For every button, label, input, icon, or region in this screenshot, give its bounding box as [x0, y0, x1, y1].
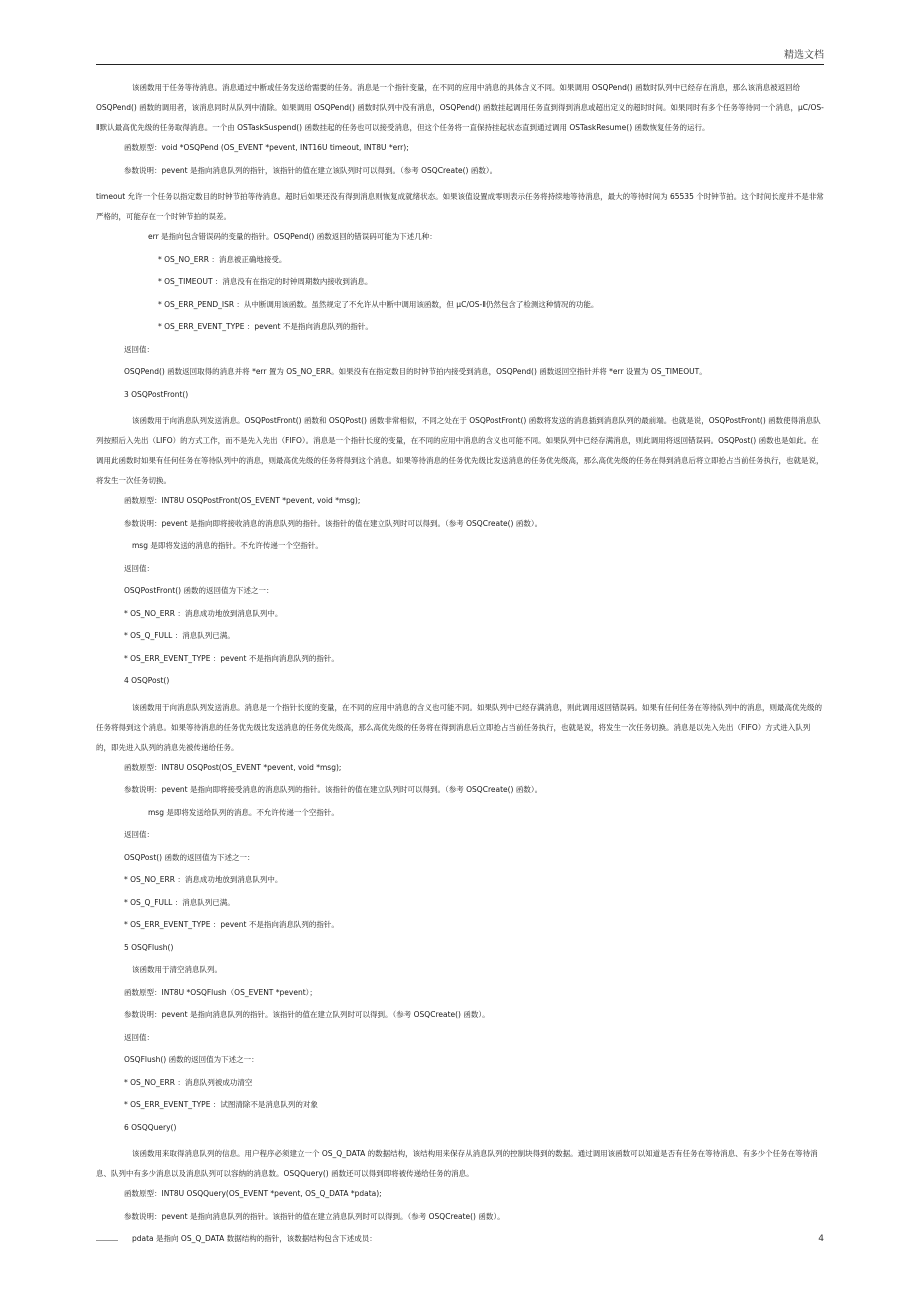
paragraph-osqpostfront-desc: 该函数用于向消息队列发送消息。OSQPostFront() 函数和 OSQPost() 函数非常相似，不同之处在于 OSQPostFront() 函数将发送的消息插到消息队列的最前端。也就是说，OSQPostFront() 函数使得消息队列按照后入先出（LIFO）的方式工作，而不是先入先出（FIFO）。消息是一个指针长度的变量，在不同的应用中消息的含义也可能不同。如果队列中已经存满消息，则此调用将返回错误码。OSQPost() 函数也是如此。在调用此函数时如果有任何任务在等待队列中的消息，则最高优先级的任务将得到这个消息。如果等待消息的任务优先级比发送消息的任务优先级高，那么高优先级的任务在得到消息后将立即抢占当前任务执行，也就是说，将发生一次任务切换。 [96, 416, 824, 485]
error-code-item: * OS_NO_ERR ：消息队列被成功清空 [124, 1077, 253, 1087]
return-desc: OSQPostFront() 函数的返回值为下述之一： [124, 586, 274, 595]
paragraph-osqquery-desc: 该函数用来取得消息队列的信息。用户程序必须建立一个 OS_Q_DATA 的数据结构，该结构用来保存从消息队列的控制块得到的数据。通过调用该函数可以知道是否有任务在等待消息、有多少个任务在等待消息、队列中有多少消息以及消息队列可以容纳的消息数。OSQQuery() 函数还可以得到即将被传递给任务的消息。 [96, 1149, 818, 1178]
param-err: err 是指向包含错误码的变量的指针。OSQPend() 函数返回的错误码可能为下述几种： [148, 232, 437, 241]
error-code-item: * OS_ERR_EVENT_TYPE ：pevent 不是指向消息队列的指针。 [158, 322, 373, 331]
error-code-item: * OS_Q_FULL ：消息队列已满。 [124, 631, 235, 640]
page-number: 4 [818, 1234, 824, 1244]
section-heading: 4 OSQPost() [124, 676, 170, 685]
return-label: 返回值： [124, 563, 154, 573]
return-desc: OSQPend() 函数返回取得的消息并将 *err 置为 OS_NO_ERR。如果没有在指定数目的时钟节拍内接受到消息，OSQPend() 函数返回空指针并将 *err 设置为 OS_TIMEOUT。 [124, 367, 707, 376]
param-pdata: pdata 是指向 OS_Q_DATA 数据结构的指针，该数据结构包含下述成员： [132, 1234, 377, 1243]
error-code-item: * OS_NO_ERR ：消息成功地放到消息队列中。 [124, 608, 283, 618]
return-label: 返回值： [124, 1032, 154, 1042]
function-prototype: 函数原型：INT8U OSQPost(OS_EVENT *pevent, void *msg); [124, 762, 342, 772]
document-body [96, 78, 824, 1256]
function-prototype: 函数原型：void *OSQPend (OS_EVENT *pevent, INT16U timeout, INT8U *err); [124, 143, 409, 152]
header-title: 精选文档 [784, 50, 824, 61]
section-heading: 3 OSQPostFront() [124, 389, 189, 399]
function-desc: 该函数用于清空消息队列。 [132, 965, 222, 974]
return-label: 返回值： [124, 830, 154, 839]
error-code-item: * OS_ERR_PEND_ISR ：从中断调用该函数。虽然规定了不允许从中断中调用该函数，但 μC/OS-Ⅱ仍然包含了检测这种情况的功能。 [158, 299, 599, 309]
param-pevent: 参数说明：pevent 是指向消息队列的指针。该指针的值在建立队列时可以得到。（参考 OSQCreate() 函数）。 [124, 1010, 490, 1019]
param-msg: msg 是即将发送给队列的消息。不允许传递一个空指针。 [148, 807, 339, 817]
param-pevent: 参数说明：pevent 是指向即将接收消息的消息队列的指针。该指针的值在建立队列时可以得到。（参考 OSQCreate() 函数）。 [124, 518, 543, 528]
param-pevent: 参数说明：pevent 是指向消息队列的指针，该指针的值在建立该队列时可以得到。（参考 OSQCreate() 函数）。 [124, 165, 498, 175]
error-code-item: * OS_ERR_EVENT_TYPE ：pevent 不是指向消息队列的指针。 [124, 920, 339, 929]
error-code-item: * OS_TIMEOUT ：消息没有在指定的时钟周期数内接收到消息。 [158, 277, 373, 286]
section-heading: 6 OSQQuery() [124, 1122, 177, 1132]
return-desc: OSQPost() 函数的返回值为下述之一： [124, 852, 255, 862]
error-code-item: * OS_NO_ERR ：消息成功地放到消息队列中。 [124, 875, 283, 884]
function-prototype: 函数原型：INT8U OSQQuery(OS_EVENT *pevent, OS_Q_DATA *pdata); [124, 1189, 382, 1198]
param-pevent: 参数说明：pevent 是指向消息队列的指针。该指针的值在建立消息队列时可以得到。（参考 OSQCreate() 函数）。 [124, 1211, 505, 1221]
error-code-item: * OS_ERR_EVENT_TYPE ：pevent 不是指向消息队列的指针。 [124, 653, 339, 663]
error-code-item: * OS_Q_FULL ：消息队列已满。 [124, 897, 235, 907]
return-label: 返回值： [124, 344, 154, 354]
section-heading: 5 OSQFlush() [124, 942, 174, 952]
error-code-item: * OS_NO_ERR ：消息被正确地接受。 [158, 254, 287, 264]
paragraph-osqpost-desc: 该函数用于向消息队列发送消息。消息是一个指针长度的变量，在不同的应用中消息的含义也可能不同。如果队列中已经存满消息，则此调用返回错误码。如果有任何任务在等待队列中的消息，则最高优先级的任务将得到这个消息。如果等待消息的任务优先级比发送消息的任务优先级高，那么高优先级的任务将在得到消息后立即抢占当前任务执行，也就是说，将发生一次任务切换。消息是以先入先出（FIFO）方式进入队列的，即先进入队列的消息先被传递给任务。 [96, 702, 822, 752]
function-prototype: 函数原型：INT8U *OSQFlush（OS_EVENT *pevent）； [124, 987, 317, 997]
footer-rule [96, 1240, 118, 1241]
error-code-item: * OS_ERR_EVENT_TYPE ：试图清除不是消息队列的对象 [124, 1100, 318, 1109]
paragraph-osqpend-desc: 该函数用于任务等待消息。消息通过中断或任务发送给需要的任务。消息是一个指针变量，在不同的应用中消息的具体含义不同。如果调用 OSQPend() 函数时队列中已经存在消息，那么该消息被返回给 OSQPend() 函数的调用者，该消息同时从队列中清除。如果调用 OSQPend() 函数时队列中没有消息，OSQPend() 函数挂起调用任务直到得到消息或超出定义的超时时间。如果同时有多个任务等待同一个消息，μC/OS-Ⅱ默认最高优先级的任务取得消息。一个由 OSTaskSuspend() 函数挂起的任务也可以接受消息，但这个任务将一直保持挂起状态直到通过调用 OSTaskResume() 函数恢复任务的运行。 [96, 83, 824, 132]
param-pevent: 参数说明：pevent 是指向即将接受消息的消息队列的指针。该指针的值在建立队列时可以得到。（参考 OSQCreate() 函数）。 [124, 785, 543, 794]
param-msg: msg 是即将发送的消息的指针。不允许传递一个空指针。 [132, 541, 323, 550]
param-timeout: timeout 允许一个任务以指定数目的时钟节拍等待消息。超时后如果还没有得到消息则恢复成就绪状态。如果该值设置成零则表示任务将持续地等待消息，最大的等待时间为 65535 个时钟节拍。这个时间长度并不是非常严格的，可能存在一个时钟节拍的误差。 [96, 192, 824, 221]
header-rule [96, 64, 824, 65]
function-prototype: 函数原型：INT8U OSQPostFront(OS_EVENT *pevent, void *msg); [124, 496, 361, 505]
return-desc: OSQFlush() 函数的返回值为下述之一： [124, 1055, 259, 1064]
